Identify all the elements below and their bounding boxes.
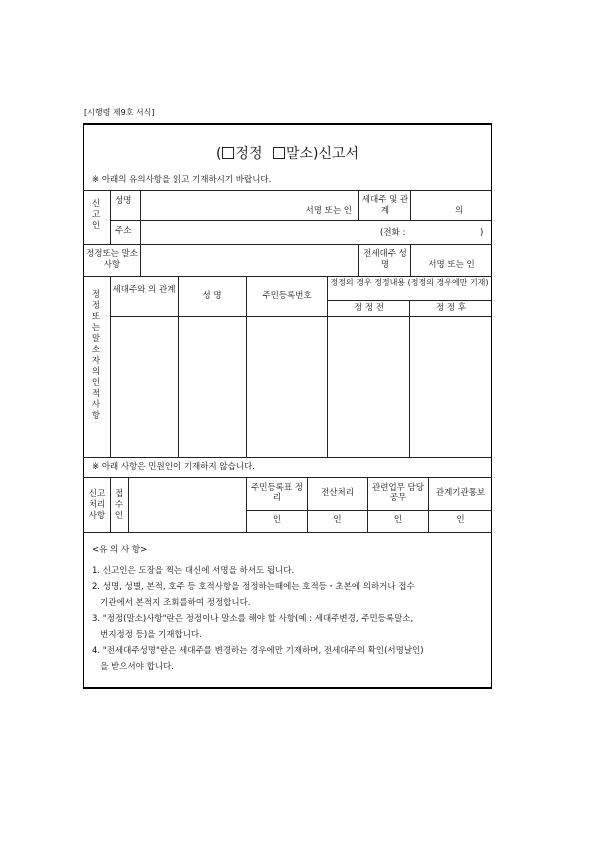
note-item: 1. 신고인은 도장을 찍는 대신에 서명을 하셔도 됩니다. bbox=[92, 566, 295, 576]
address-field[interactable] bbox=[145, 223, 355, 241]
correction-items-field[interactable] bbox=[143, 247, 355, 273]
head-relation-field[interactable] bbox=[413, 194, 451, 216]
phone-close: ) bbox=[480, 228, 484, 238]
seal-registry: 인 bbox=[272, 515, 282, 525]
col-name: 성 명 bbox=[202, 291, 222, 301]
col-correction-header: 정정의 경우 정정내용 (정정의 경우에만 기재) bbox=[330, 278, 489, 287]
note-item: 을 받으셔야 합니다. bbox=[92, 662, 174, 672]
persons-side-label: 정정또는 말소자의 인적사항 bbox=[91, 290, 101, 421]
reporter-section-label: 신고인 bbox=[91, 199, 101, 231]
col-after: 정 정 후 bbox=[435, 303, 467, 313]
form-code: [시행령 제9호 서식] bbox=[84, 108, 155, 117]
phone-label: (전화 : bbox=[380, 228, 406, 238]
seal-agency: 인 bbox=[456, 515, 465, 525]
note-item: 2. 성명, 성별, 본적, 호주 등 호적사항을 정정하는때에는 호적등・초본에 의하거나 접수 bbox=[92, 582, 415, 592]
previous-head-signature: 서명 또는 인 bbox=[428, 260, 475, 270]
col-relation: 세대주와 의 관계 bbox=[112, 285, 176, 295]
phone-field[interactable] bbox=[412, 225, 472, 241]
address-label: 주소 bbox=[115, 226, 132, 236]
processing-label: 신고처리사항 bbox=[88, 489, 106, 521]
receipt-label: 접수인 bbox=[114, 489, 124, 521]
note-item: 4. "전세대주성명"란은 세대주를 변경하는 경우에만 기재하며, 전세대주의 확인(서명날인) bbox=[92, 646, 424, 656]
seal-computer: 인 bbox=[333, 515, 342, 525]
col-computer-processing: 전산처리 bbox=[321, 488, 354, 498]
seal-officer: 인 bbox=[393, 515, 403, 525]
col-related-officer: 관련업무 담당공무 bbox=[372, 483, 424, 503]
signature-label: 서명 또는 인 bbox=[305, 206, 352, 216]
name-field[interactable] bbox=[145, 194, 245, 216]
notes-list bbox=[92, 563, 424, 675]
note-item: 번지정정 등)을 기재합니다. bbox=[92, 630, 202, 640]
col-agency-notice: 관계기관통보 bbox=[435, 488, 486, 498]
correction-checkbox[interactable] bbox=[222, 147, 234, 159]
notes-heading: <유 의 사 항> bbox=[92, 545, 148, 555]
previous-head-label: 전세대주 성명 bbox=[363, 249, 407, 270]
correction-items-label: 정정또는 말소사항 bbox=[86, 249, 138, 270]
col-before: 정 정 전 bbox=[353, 303, 385, 313]
note-item: 3. "정정(말소)사항"란은 정정이나 말소를 해야 할 사항(예 : 세대주변경, 주민등록말소, bbox=[92, 614, 414, 624]
name-label: 성명 bbox=[115, 196, 132, 206]
persons-entry-area[interactable] bbox=[111, 317, 491, 456]
col-rrn: 주민등록번호 bbox=[262, 291, 312, 301]
head-relation-suffix: 의 bbox=[455, 206, 464, 216]
notice-mid: ※ 아래 사항은 민원인이 기재하지 않습니다. bbox=[92, 462, 255, 472]
form-title: ( 정정 말소)신고서 bbox=[215, 146, 360, 162]
note-item: 기관에서 본적지 조회를하여 정정합니다. bbox=[92, 598, 251, 608]
col-registry-cleanup: 주민등록표 정리 bbox=[251, 483, 303, 503]
head-relation-label: 세대주 및 관계 bbox=[361, 195, 409, 216]
notice-top: ※ 아래의 유의사항을 읽고 기재하시기 바랍니다. bbox=[92, 175, 272, 185]
cancellation-checkbox[interactable] bbox=[273, 147, 285, 159]
